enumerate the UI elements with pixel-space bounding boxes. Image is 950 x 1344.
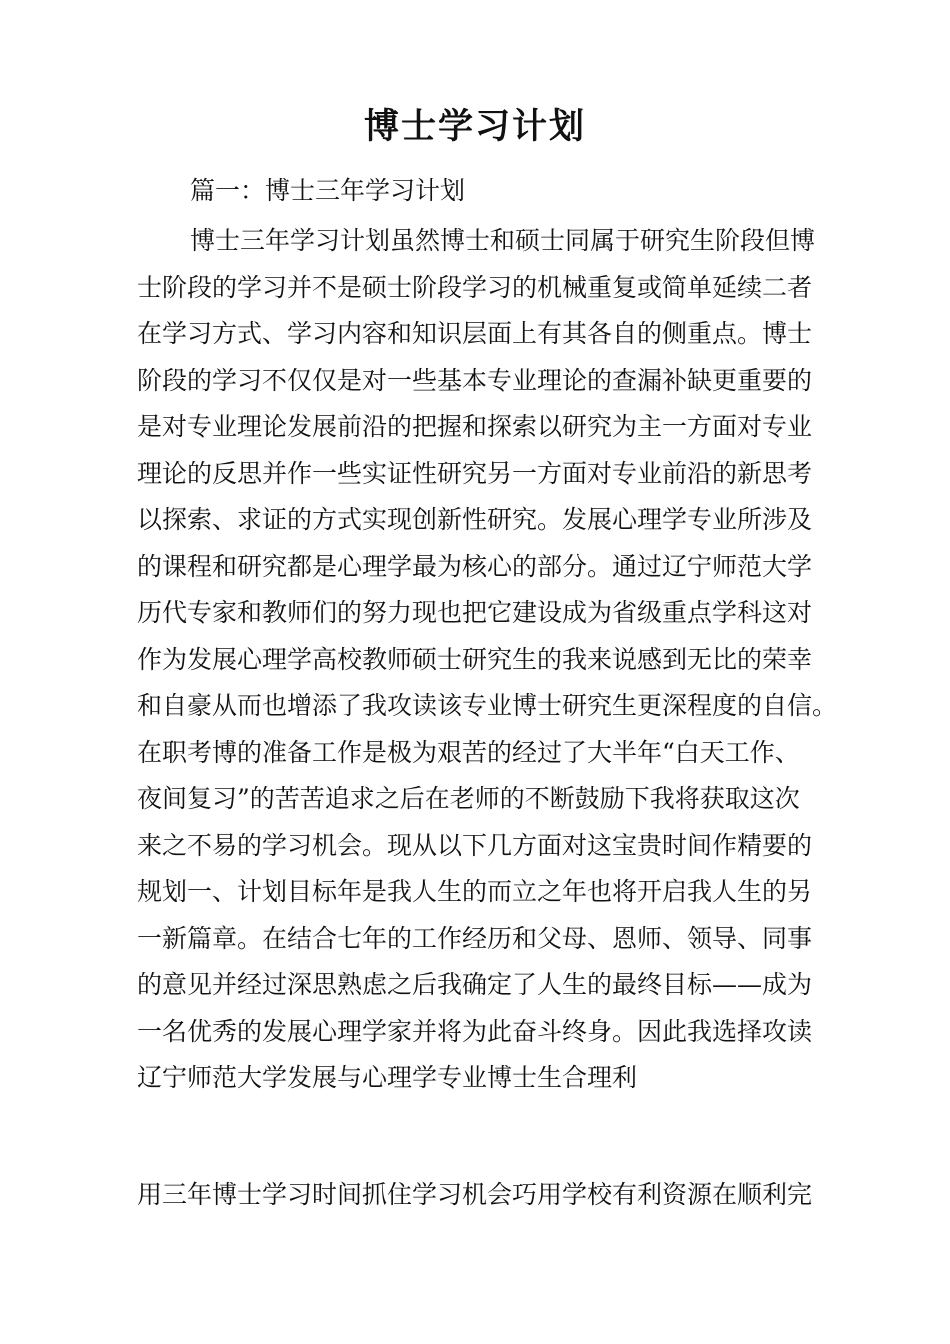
paragraph-line: 在学习方式、学习内容和知识层面上有其各自的侧重点。博士 — [137, 319, 813, 348]
paragraph-line: 和自豪从而也增添了我攻读该专业博士研究生更深程度的自信。 — [137, 691, 838, 720]
paragraph-line: 作为发展心理学高校教师硕士研究生的我来说感到无比的荣幸 — [137, 644, 813, 674]
paragraph-line: 一名优秀的发展心理学家并将为此奋斗终身。因此我选择攻读 — [137, 1016, 813, 1046]
document-title: 博士学习计划 — [363, 107, 586, 147]
paragraph-line: 在职考博的准备工作是极为艰苦的经过了大半年“白天工作、 — [137, 737, 800, 767]
paragraph-line: 夜间复习”的苦苦追求之后在老师的不断鼓励下我将获取这次 — [137, 784, 800, 813]
paragraph-line: 是对专业理论发展前沿的把握和探索以研究为主一方面对专业 — [137, 412, 813, 441]
paragraph-line: 来之不易的学习机会。现从以下几方面对这宝贵时间作精要的 — [137, 830, 813, 860]
paragraph-line: 以探索、求证的方式实现创新性研究。发展心理学专业所涉及 — [137, 505, 813, 534]
paragraph-line: 博士三年学习计划虽然博士和硕士同属于研究生阶段但博 — [190, 226, 816, 255]
paragraph-line: 一新篇章。在结合七年的工作经历和父母、恩师、领导、同事 — [137, 923, 813, 953]
section-heading: 篇一：博士三年学习计划 — [190, 176, 466, 205]
paragraph-line: 的课程和研究都是心理学最为核心的部分。通过辽宁师范大学 — [137, 551, 813, 581]
paragraph-continuation: 用三年博士学习时间抓住学习机会巧用学校有利资源在顺利完 — [137, 1180, 813, 1209]
paragraph-line: 理论的反思并作一些实证性研究另一方面对专业前沿的新思考 — [137, 458, 813, 488]
paragraph-line: 的意见并经过深思熟虑之后我确定了人生的最终目标——成为 — [137, 970, 813, 999]
paragraph-line: 规划一、计划目标年是我人生的而立之年也将开启我人生的另 — [137, 877, 813, 906]
paragraph-line: 阶段的学习不仅仅是对一些基本专业理论的查漏补缺更重要的 — [137, 365, 813, 395]
paragraph-line: 士阶段的学习并不是硕士阶段学习的机械重复或简单延续二者 — [137, 272, 813, 302]
paragraph-line: 辽宁师范大学发展与心理学专业博士生合理利 — [137, 1063, 638, 1092]
paragraph-line: 历代专家和教师们的努力现也把它建设成为省级重点学科这对 — [137, 598, 813, 627]
body-paragraph — [137, 218, 837, 1102]
